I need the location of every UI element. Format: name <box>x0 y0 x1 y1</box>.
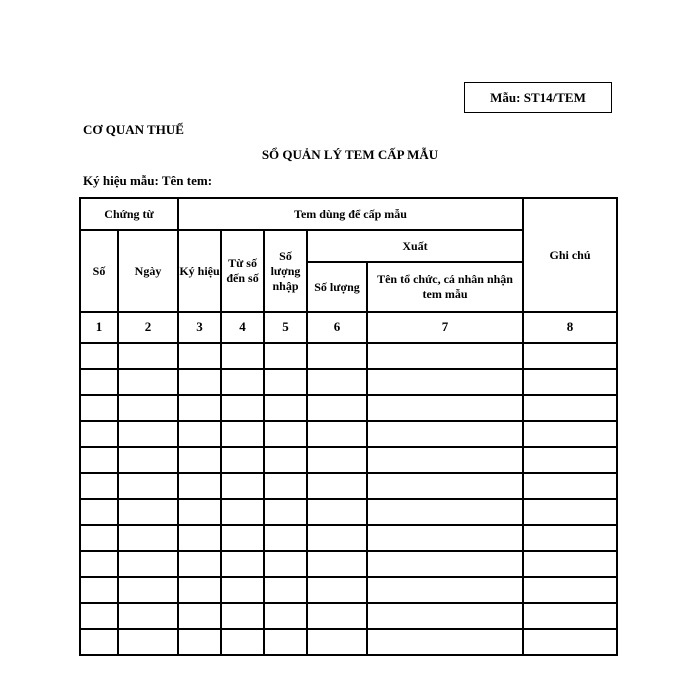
table-cell <box>80 421 118 447</box>
table-cell <box>523 603 617 629</box>
table-cell <box>367 499 523 525</box>
table-cell <box>264 421 307 447</box>
agency-name: CƠ QUAN THUẾ <box>83 122 184 137</box>
table-cell <box>523 577 617 603</box>
table-row <box>80 395 617 421</box>
table-cell <box>118 421 178 447</box>
header-document-group: Chứng từ <box>80 198 178 230</box>
table-cell <box>221 343 264 369</box>
table-cell <box>221 551 264 577</box>
table-cell <box>367 369 523 395</box>
column-index: 2 <box>118 312 178 343</box>
column-index: 3 <box>178 312 221 343</box>
table-row <box>80 551 617 577</box>
table-cell <box>523 473 617 499</box>
table-cell <box>221 525 264 551</box>
table-cell <box>178 499 221 525</box>
form-code-box <box>464 82 612 113</box>
table-row <box>80 421 617 447</box>
table-cell <box>307 499 367 525</box>
table-cell <box>367 603 523 629</box>
table-cell <box>367 473 523 499</box>
table-cell <box>80 499 118 525</box>
table-row <box>80 447 617 473</box>
table-cell <box>118 525 178 551</box>
table-cell <box>307 473 367 499</box>
table-cell <box>221 395 264 421</box>
page-title: SỔ QUẢN LÝ TEM CẤP MẪU <box>261 147 439 162</box>
table-cell <box>523 421 617 447</box>
table-cell <box>264 395 307 421</box>
table-cell <box>307 629 367 655</box>
table-cell <box>178 447 221 473</box>
header-date: Ngày <box>118 230 178 312</box>
header-symbol: Ký hiệu <box>178 230 221 312</box>
table-cell <box>367 551 523 577</box>
table-cell <box>523 525 617 551</box>
table-cell <box>523 343 617 369</box>
table-cell <box>523 551 617 577</box>
table-cell <box>118 577 178 603</box>
table-cell <box>178 577 221 603</box>
table-cell <box>118 369 178 395</box>
table-row <box>80 525 617 551</box>
column-index: 6 <box>307 312 367 343</box>
table-row <box>80 473 617 499</box>
table-cell <box>80 603 118 629</box>
table-cell <box>221 603 264 629</box>
table-cell <box>178 551 221 577</box>
table-cell <box>80 629 118 655</box>
table-cell <box>523 447 617 473</box>
table-cell <box>80 369 118 395</box>
table-cell <box>221 369 264 395</box>
table-cell <box>221 629 264 655</box>
table-cell <box>307 343 367 369</box>
table-cell <box>307 369 367 395</box>
header-from-to: Từ số đến số <box>221 230 264 312</box>
table-cell <box>264 577 307 603</box>
table-cell <box>523 395 617 421</box>
table-cell <box>307 603 367 629</box>
table-row <box>80 629 617 655</box>
table-cell <box>307 577 367 603</box>
table-row <box>80 343 617 369</box>
table-cell <box>523 499 617 525</box>
header-note: Ghi chú <box>523 198 617 312</box>
table-cell <box>118 473 178 499</box>
table-cell <box>178 603 221 629</box>
table-cell <box>367 343 523 369</box>
table-cell <box>80 395 118 421</box>
table-cell <box>307 395 367 421</box>
table-cell <box>80 343 118 369</box>
stamp-ledger-table <box>79 197 618 656</box>
table-cell <box>523 629 617 655</box>
table-cell <box>264 369 307 395</box>
header-issue-group: Xuất <box>307 230 523 262</box>
table-cell <box>221 577 264 603</box>
column-index: 8 <box>523 312 617 343</box>
table-cell <box>307 525 367 551</box>
table-cell <box>264 473 307 499</box>
table-cell <box>178 395 221 421</box>
table-cell <box>367 577 523 603</box>
table-cell <box>367 525 523 551</box>
form-code: Mẫu: ST14/TEM <box>490 89 586 105</box>
table-cell <box>118 343 178 369</box>
table-cell <box>367 395 523 421</box>
symbol-line: Ký hiệu mẫu: Tên tem: <box>83 173 213 188</box>
column-index: 5 <box>264 312 307 343</box>
table-cell <box>80 447 118 473</box>
table-cell <box>178 629 221 655</box>
table-row <box>80 369 617 395</box>
column-index: 7 <box>367 312 523 343</box>
table-cell <box>118 629 178 655</box>
table-cell <box>307 551 367 577</box>
table-row <box>80 577 617 603</box>
table-cell <box>264 525 307 551</box>
table-cell <box>307 447 367 473</box>
table-cell <box>523 369 617 395</box>
table-cell <box>80 551 118 577</box>
header-number: Số <box>80 230 118 312</box>
table-cell <box>264 629 307 655</box>
table-cell <box>367 629 523 655</box>
table-row <box>80 603 617 629</box>
column-index: 1 <box>80 312 118 343</box>
table-cell <box>264 603 307 629</box>
table-cell <box>221 499 264 525</box>
table-cell <box>118 551 178 577</box>
table-cell <box>118 395 178 421</box>
table-cell <box>118 603 178 629</box>
table-cell <box>307 421 367 447</box>
column-index: 4 <box>221 312 264 343</box>
table-cell <box>80 473 118 499</box>
table-row <box>80 499 617 525</box>
table-cell <box>264 343 307 369</box>
table-cell <box>264 551 307 577</box>
blank-rows <box>80 343 617 655</box>
table-cell <box>80 525 118 551</box>
table-cell <box>264 499 307 525</box>
column-index-row <box>80 312 617 343</box>
table-cell <box>118 447 178 473</box>
table-cell <box>367 447 523 473</box>
table-cell <box>178 421 221 447</box>
table-cell <box>118 499 178 525</box>
table-cell <box>178 473 221 499</box>
header-recipient: Tên tổ chức, cá nhân nhận tem mẫu <box>367 262 523 312</box>
table-cell <box>178 369 221 395</box>
table-cell <box>367 421 523 447</box>
table-cell <box>221 447 264 473</box>
header-qty-out: Số lượng <box>307 262 367 312</box>
header-qty-in: Số lượng nhập <box>264 230 307 312</box>
table-cell <box>264 447 307 473</box>
table-cell <box>80 577 118 603</box>
table-cell <box>178 343 221 369</box>
table-cell <box>221 421 264 447</box>
header-stamps-group: Tem dùng để cấp mẫu <box>178 198 523 230</box>
table-cell <box>221 473 264 499</box>
table-cell <box>178 525 221 551</box>
